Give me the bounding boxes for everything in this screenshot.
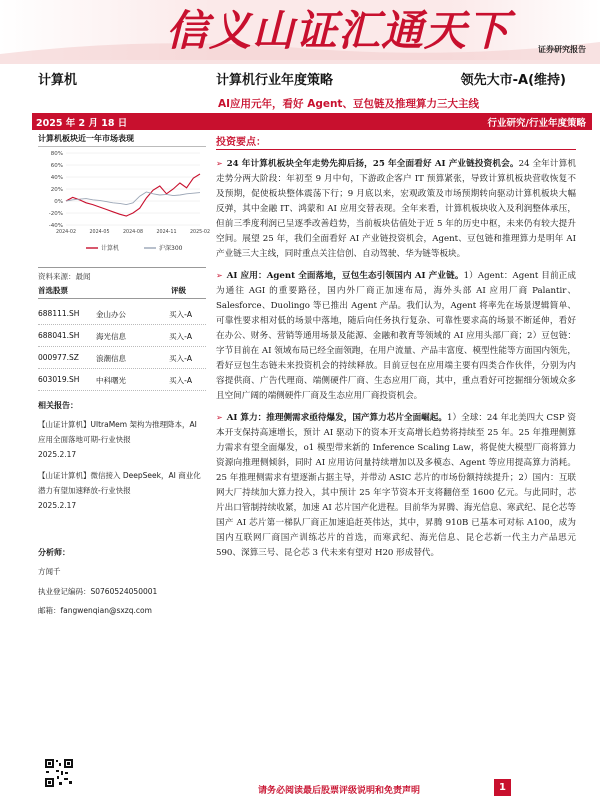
stock-code: 688111.SH [38,309,80,318]
table-row [38,303,206,325]
paragraph [216,410,576,561]
analyst-email[interactable]: 邮箱：fangwenqian@sxzq.com [38,606,152,615]
stock-rating: 买入-A [169,332,192,341]
stock-code: 000977.SZ [38,353,79,362]
stock-name: 金山办公 [96,310,126,319]
paragraph-lead: AI 应用：Agent 全面落地，豆包生态引领国内 AI 产业链。 [226,271,464,281]
disclaimer-note: 请务必阅读最后股票评级说明和免责声明 [258,786,421,796]
stock-rating: 买入-A [169,310,192,319]
qr-code-icon [44,758,74,788]
sector-label: 计算机 [38,73,78,88]
related-report-title[interactable]: 【山证计算机】微信接入 DeepSeek，AI 商业化潜力有望加速释放-行业快报 [38,471,201,495]
picks-header-label: 首选股票 [38,286,68,295]
y-tick-label: 0% [54,199,63,205]
related-report-date: 2025.2.17 [38,450,77,459]
x-tick-label: 2024-11 [156,230,177,235]
y-tick-label: 40% [50,175,63,181]
legend-label: 沪深300 [159,245,183,252]
picks-header [38,285,206,299]
y-tick-label: -20% [48,211,63,217]
report-subtitle: AI应用元年，看好 Agent、豆包链及推理算力三大主线 [218,98,479,110]
analyst-license: 执业登记编码：S0760524050001 [38,587,158,596]
page-number: 1 [494,779,511,796]
performance-chart [38,147,211,259]
main-content [216,133,584,561]
stock-rating: 买入-A [169,354,192,363]
industry-rating: 领先大市-A(维持) [460,73,566,88]
paragraph-body: 24 全年计算机走势分两大阶段：年初至 9 月中旬，下游政企客户 IT 预算紧张，导致计算机板块营收恢复不及预期，促使板块整体震荡下行；9 月底以来，宏观政策及市场预期转向驱动计算机板块大幅反弹，其中金融 IT、鸿蒙和 AI 应用交替表现。全年来看，计算机板块收入及利润整体承压，但前三季度利润已呈逐季改善趋势，当前板块估值处于近 5 年的历史中枢，未来仍有较大提升空间。展望 25 年，我们全面看好 AI 产业链投资机会，Agent、豆包链和推理算力是明年 AI 产业链三大主线，同时重点关注信创、自动驾驶、华为链等板块。 [216,159,576,259]
list-item[interactable] [38,417,206,462]
paragraph-lead: 24 年计算机板块全年走势先抑后扬，25 年全面看好 AI 产业链投资机会。 [226,159,519,169]
section-title: 投资要点： [216,133,576,150]
brand-slogan: 信义山证汇通天下 [166,6,511,55]
paragraph [216,156,576,262]
picks-header-rating: 评级 [171,286,186,295]
stock-rating: 买入-A [169,376,192,385]
stock-name: 海光信息 [96,332,126,341]
stock-code: 688041.SH [38,331,80,340]
chart-source: 资料来源：最闻 [38,267,206,282]
stock-name: 中科曙光 [96,376,126,385]
arrow-bullet-icon: ➢ [216,413,223,422]
related-report-title[interactable]: 【山证计算机】UltraMem 架构为推理降本，AI 应用全面落地可期-行业快报 [38,420,197,444]
x-tick-label: 2024-05 [89,230,110,235]
date-bar [32,113,592,130]
arrow-bullet-icon: ➢ [216,159,223,168]
analyst-header: 分析师： [38,548,70,557]
legend-label: 计算机 [101,245,120,252]
related-reports-header: 相关报告： [38,401,78,410]
y-tick-label: -40% [48,223,63,229]
paragraph-body: 1）全球：24 年北美四大 CSP 资本开支保持高速增长，预计 AI 驱动下的资本开支高增长趋势将持续至 25 年。25 年推理侧算力需求有望全面爆发，o1 模型带来新的 Inference Scaling Law，将促使大模型厂商将算力资源向推理侧倾斜，同时 AI 应用访问量持续增加以及多模态、Agent 等应用提高算力消耗。25 年推理侧需求有望逐渐占据主导，并带动 ASIC 芯片的市场份额持续提升；2）国内：互联网大厂持续加大算力投入，其中预计 25 年字节资本开支将翻倍至 1600 亿元。与此同时，芯片出口管制持续收紧，加速 AI 芯片国产化进程。目前华为昇腾、海光信息、寒武纪、昆仑芯等国产 AI 芯片第一梯队厂商正加速追赶英伟达，其中，昇腾 910B 已基本可对标 A100，成为国内互联网厂商国产训练芯片的首选，而寒武纪、海光信息、昆仑芯新一代主力产品思元 590、深算三号、昆仑芯 3 代未来有望对 H20 形成替代。 [216,413,576,558]
paragraph-body: 1）Agent：Agent 目前正成为通往 AGI 的重要路径，国内外厂商正加速布局，海外头部 AI 应用厂商 Palantir、Salesforce、Duolingo 等已推出 Agent 产品。我们认为，Agent 将率先在场景逻辑简单、可靠性要求相对低的场景中落地，随后向任务执行复杂、可靠性要求高的场景不断延伸，看好在办公、财务、营销等通用场景及能源、金融和教育等领域的 AI 应用头部厂商；2）豆包链：字节目前在 AI 领域布局已经全面领跑，在用户流量、产品丰富度、模型性能等方面国内领先，看好豆包生态链未来投资机会的持续释放。目前豆包在应用端主要有四类合作伙伴，分别为内容提供商、广告代理商、端侧硬件厂商、生态应用厂商，其中，重点看好可挖掘细分领域众多且空间广阔的端侧硬件厂商及生态应用厂商投资机会。 [216,271,576,401]
arrow-bullet-icon: ➢ [216,271,223,280]
header-banner [0,0,600,60]
list-item[interactable] [38,468,206,513]
chart-title: 计算机板块近一年市场表现 [38,133,206,147]
report-category: 证券研究报告 [538,45,586,54]
paragraph-lead: AI 算力：推理侧需求亟待爆发，国产算力芯片全面崛起。 [226,413,448,423]
paragraph [216,268,576,404]
table-row [38,369,206,391]
y-tick-label: 20% [50,187,63,193]
stock-code: 603019.SH [38,375,80,384]
related-reports-list [38,417,206,519]
table-row [38,325,206,347]
table-row [38,347,206,369]
sidebar [38,133,211,615]
report-type: 行业研究/行业年度策略 [487,118,586,129]
report-title: 计算机行业年度策略 [216,73,334,88]
x-tick-label: 2024-08 [122,230,144,235]
analyst-name: 方闻千 [38,567,61,576]
related-report-date: 2025.2.17 [38,501,77,510]
stock-name: 浪潮信息 [96,354,126,363]
y-tick-label: 80% [50,151,63,157]
report-date: 2025 年 2 月 18 日 [36,118,128,129]
x-tick-label: 2025-02 [189,230,211,235]
x-tick-label: 2024-02 [55,230,77,235]
picks-table [38,303,206,391]
y-tick-label: 60% [50,163,63,169]
